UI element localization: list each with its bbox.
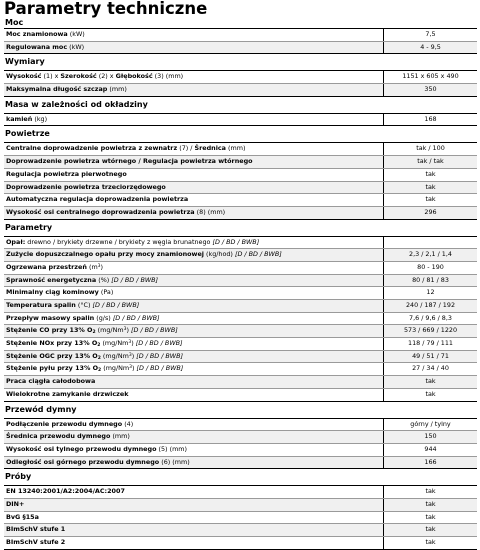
table-row bbox=[4, 114, 477, 126]
table-row bbox=[4, 388, 477, 401]
label-part: 2 bbox=[98, 368, 102, 374]
label-part: [D / BD / BWB] bbox=[131, 326, 178, 335]
param-label bbox=[4, 363, 384, 375]
param-label bbox=[4, 419, 384, 431]
label-part: Wysokość bbox=[6, 72, 42, 81]
label-part: (3) (mm) bbox=[152, 72, 184, 81]
param-label bbox=[4, 143, 384, 155]
table-row bbox=[4, 375, 477, 388]
param-label bbox=[4, 431, 384, 443]
table-row bbox=[4, 498, 477, 511]
label-part: (Pa) bbox=[98, 288, 114, 297]
spec-table bbox=[4, 113, 477, 127]
label-part: Automatyczna regulacja doprowadzenia powietrza bbox=[6, 195, 189, 204]
param-value: tak bbox=[425, 377, 436, 386]
param-label bbox=[4, 287, 384, 299]
table-row bbox=[4, 29, 477, 41]
param-label bbox=[4, 351, 384, 363]
section-title: Moc bbox=[5, 18, 24, 27]
label-part: (mg/Nm bbox=[100, 339, 129, 348]
table-row bbox=[4, 193, 477, 206]
label-part: Odległość osi górnego przewodu dymnego bbox=[6, 457, 160, 466]
param-label bbox=[4, 512, 384, 524]
label-part: Podłączenie przewodu dymnego bbox=[6, 419, 123, 428]
label-part: Przepływ masowy spalin bbox=[6, 313, 95, 322]
param-label bbox=[4, 300, 384, 312]
label-part: Zużycie dopuszczalnego opału przy mocy znamionowej bbox=[6, 250, 204, 259]
label-part: ) bbox=[100, 262, 104, 271]
label-part: Stężenie CO przy 13% O bbox=[6, 326, 93, 335]
param-label bbox=[4, 444, 384, 456]
table-row bbox=[4, 337, 477, 350]
param-value: 1151 x 605 x 490 bbox=[402, 72, 459, 81]
param-label bbox=[4, 42, 384, 54]
label-part: 3 bbox=[128, 352, 132, 358]
param-label bbox=[4, 29, 384, 41]
spec-table bbox=[4, 70, 477, 96]
param-value: tak bbox=[425, 525, 436, 534]
param-value: tak bbox=[425, 195, 436, 204]
label-part: Maksymalna długość szczap bbox=[6, 85, 108, 94]
label-part: 3 bbox=[129, 365, 133, 371]
table-row bbox=[4, 274, 477, 287]
table-row bbox=[4, 511, 477, 524]
table-row bbox=[4, 286, 477, 299]
label-part: [D / BD / BWB] bbox=[92, 301, 140, 309]
table-row bbox=[4, 155, 477, 168]
param-label bbox=[4, 249, 384, 261]
label-part: [D / BD / BWB] bbox=[112, 313, 160, 322]
table-row bbox=[4, 143, 477, 155]
param-value bbox=[384, 237, 477, 249]
label-part: (8) (mm) bbox=[194, 207, 226, 216]
param-value: górny / tylny bbox=[410, 419, 451, 428]
label-part: Stężenie pyłu przy 13% O bbox=[6, 364, 99, 373]
param-value: tak bbox=[425, 389, 436, 398]
label-part: 3 bbox=[128, 340, 132, 346]
label-part: Opał: bbox=[6, 237, 26, 246]
spec-table bbox=[4, 485, 477, 549]
label-part: (°C) bbox=[75, 301, 93, 309]
table-row bbox=[4, 419, 477, 431]
label-part: (mm) bbox=[107, 85, 127, 94]
table-row bbox=[4, 181, 477, 194]
label-part: ) bbox=[131, 339, 136, 348]
table-row bbox=[4, 237, 477, 249]
label-part: (kW) bbox=[67, 42, 85, 51]
param-label bbox=[4, 182, 384, 194]
section-title: Przewód dymny bbox=[5, 404, 77, 414]
table-row bbox=[4, 324, 477, 337]
label-part: 2 bbox=[97, 343, 101, 349]
label-part: (kW) bbox=[67, 30, 85, 38]
param-value: tak bbox=[425, 499, 436, 508]
label-part: Doprowadzenie powietrza wtórnego / Regulacja powietrza wtórnego bbox=[6, 157, 253, 166]
spec-table bbox=[4, 418, 477, 470]
label-part: DIN+ bbox=[6, 499, 25, 508]
label-part: [D / BD / BWB] bbox=[111, 275, 159, 284]
param-label bbox=[4, 114, 384, 126]
param-value: tak bbox=[425, 182, 436, 191]
label-part: (mm) bbox=[110, 432, 130, 441]
label-part: [D / BD / BWB] bbox=[135, 339, 183, 348]
label-part: Głębokość bbox=[115, 72, 153, 81]
param-value: 4 - 9,5 bbox=[420, 42, 441, 51]
param-value: 296 bbox=[424, 207, 437, 216]
param-label bbox=[4, 84, 384, 96]
param-value: 7,5 bbox=[425, 30, 436, 38]
table-row bbox=[4, 430, 477, 443]
param-value: 80 / 81 / 83 bbox=[412, 275, 449, 284]
param-value: tak bbox=[425, 512, 436, 521]
label-part: BvG §15a bbox=[6, 512, 39, 521]
table-row bbox=[4, 261, 477, 274]
label-part: ) bbox=[131, 351, 137, 360]
label-part: Wielokrotne zamykanie drzwiczek bbox=[6, 389, 129, 398]
table-row bbox=[4, 83, 477, 96]
label-part: (4) bbox=[122, 419, 134, 428]
label-part: Średnica bbox=[194, 144, 226, 153]
table-row bbox=[4, 41, 477, 54]
label-part: (mg/Nm bbox=[101, 364, 130, 373]
label-part: (5) (mm) bbox=[156, 444, 188, 453]
table-row bbox=[4, 312, 477, 325]
label-part: Wysokość osi centralnego doprowadzenia powietrza bbox=[6, 207, 195, 216]
section-title: Wymiary bbox=[5, 57, 45, 67]
param-label bbox=[4, 262, 384, 274]
param-value: 2,3 / 2,1 / 1,4 bbox=[409, 250, 452, 259]
table-row bbox=[4, 248, 477, 261]
label-part: (mg/Nm bbox=[95, 326, 124, 335]
param-value: 168 bbox=[424, 114, 437, 123]
param-label bbox=[4, 376, 384, 388]
label-part: 2 bbox=[92, 330, 96, 336]
param-value: 944 bbox=[424, 444, 437, 453]
param-value: 118 / 79 / 111 bbox=[408, 339, 453, 348]
label-part: Stężenie NOx przy 13% O bbox=[6, 339, 98, 348]
label-part: (2) x bbox=[96, 72, 116, 81]
param-value: 49 / 51 / 71 bbox=[412, 351, 449, 360]
label-part: Temperatura spalin bbox=[6, 301, 76, 309]
label-part: Sprawność energetyczna bbox=[6, 275, 97, 284]
param-value: 150 bbox=[424, 432, 437, 441]
label-part: (kg/hod) bbox=[203, 250, 235, 259]
label-part: [D / BD / BWB] bbox=[234, 250, 282, 259]
param-label bbox=[4, 156, 384, 168]
param-value: 12 bbox=[426, 288, 435, 297]
param-value: tak bbox=[425, 538, 436, 546]
param-label bbox=[4, 313, 384, 325]
param-label bbox=[4, 338, 384, 350]
table-row bbox=[4, 206, 477, 219]
label-part: (kg) bbox=[32, 114, 48, 123]
label-part: Minimalny ciąg kominowy bbox=[6, 288, 99, 297]
label-part: drewno / brykiety drzewne / brykiety z węgla brunatnego bbox=[25, 237, 213, 246]
param-value: 80 - 190 bbox=[417, 262, 444, 271]
table-row bbox=[4, 350, 477, 363]
table-row bbox=[4, 456, 477, 469]
param-label bbox=[4, 71, 384, 83]
label-part: (7) / bbox=[177, 144, 195, 153]
label-part: [D / BD / BWB] bbox=[136, 364, 184, 373]
param-label bbox=[4, 194, 384, 206]
table-row bbox=[4, 523, 477, 536]
label-part: 3 bbox=[123, 327, 127, 333]
label-part: Regulowana moc bbox=[6, 42, 68, 51]
spec-sections bbox=[4, 17, 477, 550]
param-label bbox=[4, 389, 384, 401]
label-part: 2 bbox=[97, 355, 101, 361]
section-title: Parametry bbox=[5, 222, 53, 232]
table-row bbox=[4, 299, 477, 312]
label-part: Ogrzewana przestrzeń bbox=[6, 262, 87, 271]
label-part: 3 bbox=[97, 263, 101, 269]
table-row bbox=[4, 443, 477, 456]
param-value: 27 / 34 / 40 bbox=[412, 364, 449, 373]
table-row bbox=[4, 486, 477, 498]
label-part: (%) bbox=[96, 275, 112, 284]
section-title: Masa w zależności od okładziny bbox=[5, 99, 148, 109]
label-part: (6) (mm) bbox=[159, 457, 190, 466]
label-part: Średnica przewodu dymnego bbox=[6, 432, 111, 441]
label-part: BImSchV stufe 2 bbox=[6, 538, 66, 546]
spec-table bbox=[4, 28, 477, 54]
param-label bbox=[4, 524, 384, 536]
label-part: (mm) bbox=[226, 144, 246, 153]
param-label bbox=[4, 169, 384, 181]
table-row bbox=[4, 71, 477, 83]
label-part: EN 13240:2001/A2:2004/AC:2007 bbox=[6, 487, 125, 496]
param-value: 7,6 / 9,6 / 8,3 bbox=[409, 313, 452, 322]
label-part: [D / BD / BWB] bbox=[136, 351, 183, 360]
param-label bbox=[4, 325, 384, 337]
table-row bbox=[4, 362, 477, 375]
param-label bbox=[4, 486, 384, 498]
label-part: Regulacja powietrza pierwotnego bbox=[6, 169, 127, 178]
table-row bbox=[4, 168, 477, 181]
label-part: ) bbox=[126, 326, 131, 335]
label-part: ) bbox=[132, 364, 137, 373]
label-part: (m bbox=[86, 262, 98, 271]
label-part: Stężenie OGC przy 13% O bbox=[6, 351, 98, 360]
label-part: Szerokość bbox=[60, 72, 97, 81]
param-label bbox=[4, 499, 384, 511]
spec-table bbox=[4, 142, 477, 219]
param-value: 240 / 187 / 192 bbox=[405, 301, 456, 309]
section-title: Próby bbox=[5, 472, 32, 482]
label-part: Wysokość osi tylnego przewodu dymnego bbox=[6, 444, 157, 453]
param-label bbox=[4, 537, 384, 549]
label-part: Centralne doprowadzenie powietrza z zewnatrz bbox=[6, 144, 178, 153]
label-part: (1) x bbox=[41, 72, 61, 81]
param-label bbox=[4, 457, 384, 469]
label-part: kamień bbox=[6, 114, 33, 123]
label-part: Doprowadzenie powietrza trzeciorzędowego bbox=[6, 182, 166, 191]
param-label bbox=[4, 237, 384, 249]
param-value: tak bbox=[425, 487, 436, 496]
label-part: [D / BD / BWB] bbox=[212, 237, 260, 246]
label-part: (mg/Nm bbox=[100, 351, 129, 360]
label-part: Moc znamionowa bbox=[6, 30, 68, 38]
param-label bbox=[4, 207, 384, 219]
page-title: Parametry techniczne bbox=[4, 0, 208, 18]
param-label bbox=[4, 275, 384, 287]
param-value: 166 bbox=[424, 457, 437, 466]
param-value: tak / 100 bbox=[416, 144, 445, 153]
label-part: (g/s) bbox=[94, 313, 113, 322]
param-value: 573 / 669 / 1220 bbox=[403, 326, 458, 335]
param-value: tak / tak bbox=[417, 157, 444, 166]
label-part: Praca ciągła całodobowa bbox=[6, 377, 96, 386]
label-part: BImSchV stufe 1 bbox=[6, 525, 66, 534]
section-title: Powietrze bbox=[5, 129, 50, 139]
spec-table bbox=[4, 236, 477, 402]
param-value: tak bbox=[425, 169, 436, 178]
table-row bbox=[4, 536, 477, 549]
param-value: 350 bbox=[424, 85, 437, 94]
